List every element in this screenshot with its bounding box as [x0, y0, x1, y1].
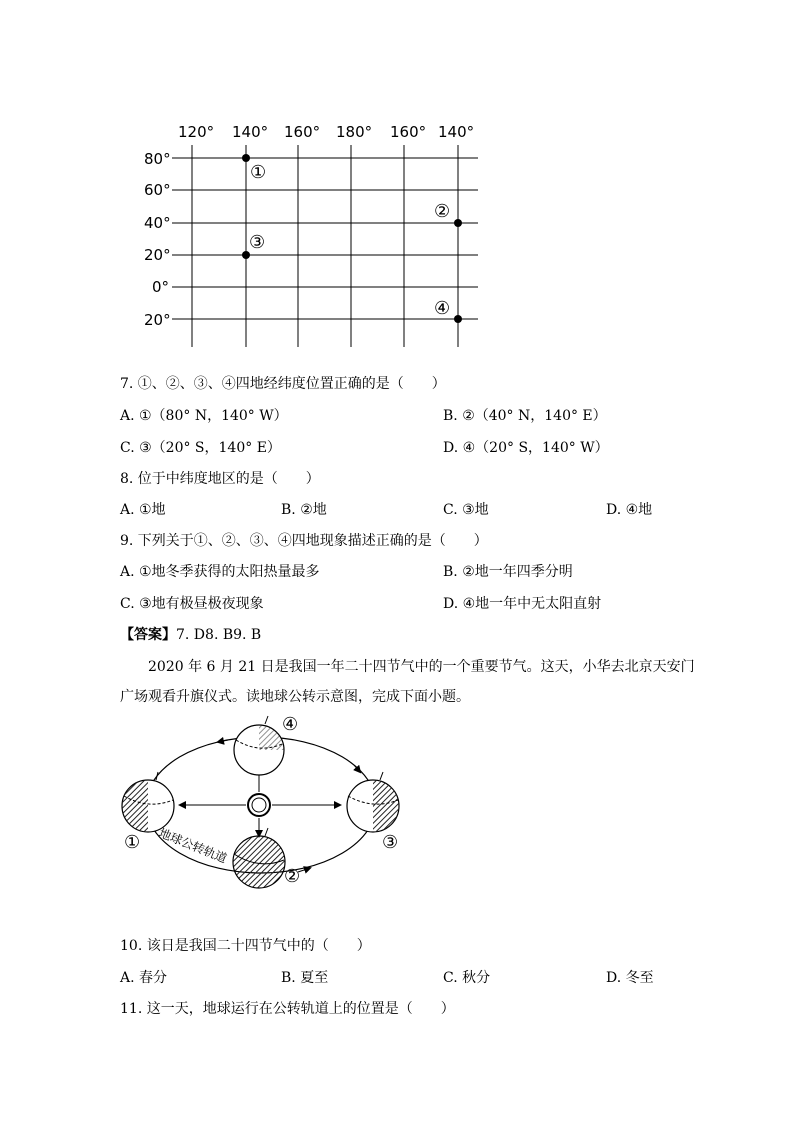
option: C. ③（20° S，140° E） — [120, 440, 281, 456]
option: D. ④地一年中无太阳直射 — [443, 596, 602, 612]
longitude-label: 140° — [438, 123, 475, 141]
point-2 — [454, 219, 462, 227]
question-stem: 8. 位于中纬度地区的是（ ） — [120, 471, 320, 487]
latitude-label: 40° — [144, 214, 171, 232]
question-stem: 10. 该日是我国二十四节气中的（ ） — [120, 938, 371, 954]
marker-2: ② — [434, 201, 451, 222]
earth-orbit-diagram — [118, 710, 418, 900]
option: B. ②地 — [281, 502, 327, 518]
answer-text: 7. D8. B9. B — [176, 627, 262, 643]
longitude-label: 180° — [336, 123, 373, 141]
option: D. 冬至 — [606, 970, 654, 986]
longitude-label: 160° — [390, 123, 427, 141]
passage-line-2: 广场观看升旗仪式。读地球公转示意图，完成下面小题。 — [120, 689, 470, 705]
point-1 — [242, 154, 250, 162]
option: D. ④（20° S，140° W） — [443, 440, 609, 456]
option: A. ①地 — [120, 502, 166, 518]
meridian-lines — [192, 145, 458, 347]
earth-position-3 — [347, 772, 399, 832]
sun-icon — [248, 794, 270, 816]
passage-line-1: 2020 年 6 月 21 日是我国一年二十四节气中的一个重要节气。这天，小华去北京天安门 — [148, 659, 695, 675]
option: A. ①地冬季获得的太阳热量最多 — [120, 564, 320, 580]
marker-4: ④ — [434, 298, 451, 319]
longitude-label: 120° — [178, 123, 215, 141]
option: C. 秋分 — [443, 970, 491, 986]
option: B. ②地一年四季分明 — [443, 564, 573, 580]
option: C. ③地有极昼极夜现象 — [120, 596, 264, 612]
question-stem: 11. 这一天，地球运行在公转轨道上的位置是（ ） — [120, 1001, 455, 1017]
marker-1: ① — [250, 162, 267, 183]
answer-label: 【答案】 — [120, 627, 176, 643]
question-stem: 7. ①、②、③、④四地经纬度位置正确的是（ ） — [120, 376, 446, 392]
answer-line — [120, 624, 261, 644]
earth-position-1 — [122, 772, 174, 832]
option: A. 春分 — [120, 970, 168, 986]
orbit-marker-1: ① — [124, 832, 141, 853]
parallel-lines — [172, 158, 478, 319]
option: D. ④地 — [606, 502, 653, 518]
option: C. ③地 — [443, 502, 489, 518]
option: B. ②（40° N，140° E） — [443, 408, 607, 424]
latitude-label: 20° — [144, 246, 171, 264]
orbit-marker-3: ③ — [382, 832, 399, 853]
option: B. 夏至 — [281, 970, 329, 986]
option: A. ①（80° N，140° W） — [120, 408, 288, 424]
latitude-label: 0° — [152, 278, 170, 296]
earth-position-2 — [233, 828, 285, 888]
longitude-label: 140° — [232, 123, 269, 141]
orbit-marker-2: ② — [284, 866, 301, 887]
orbit-label: 地球公转轨道 — [156, 825, 229, 866]
lat-lon-grid-figure — [130, 110, 510, 355]
latitude-label: 80° — [144, 150, 171, 168]
question-stem: 9. 下列关于①、②、③、④四地现象描述正确的是（ ） — [120, 533, 488, 549]
longitude-label: 160° — [284, 123, 321, 141]
marker-3: ③ — [249, 232, 266, 253]
orbit-marker-4: ④ — [282, 714, 299, 735]
earth-position-4 — [234, 716, 284, 775]
latitude-label: 20° — [144, 311, 171, 329]
latitude-label: 60° — [144, 181, 171, 199]
point-4 — [454, 315, 462, 323]
